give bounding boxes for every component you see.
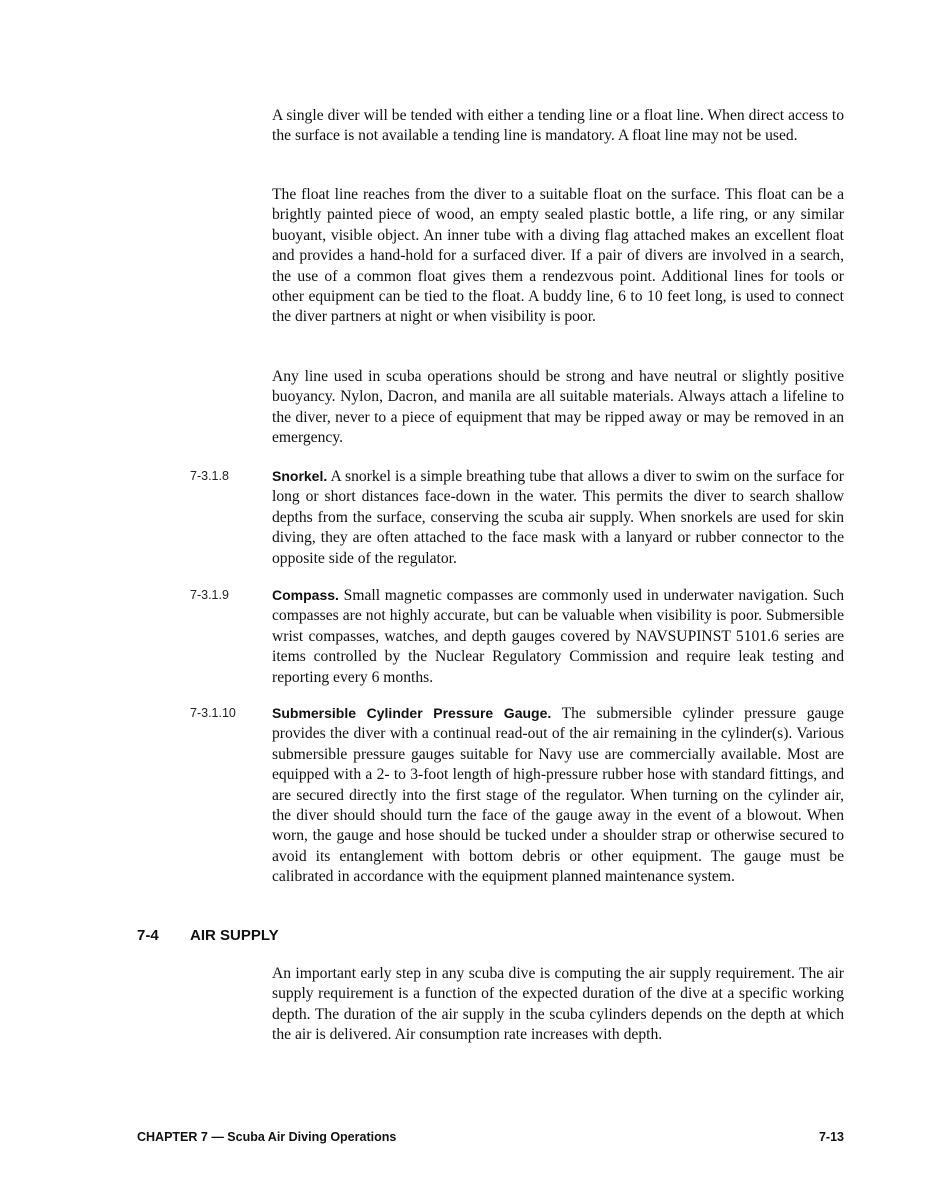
subsection-snorkel [272, 466, 844, 569]
section-title: AIR SUPPLY [190, 927, 279, 944]
subsection-text-compass: Small magnetic compasses are commonly used in underwater navigation. Such compasses are not highly accurate, but can be valuable when visibility is poor. Submersible wrist compasses, watches, and depth gauges covered by NAVSUPINST 5101.6 series are items controlled by the Nuclear Regulatory Commission and require leak testing and reporting every 6 months. [272, 587, 844, 686]
subsection-heading-compass: Compass. [272, 587, 339, 603]
subsection-text-pressure-gauge: The submersible cylinder pressure gauge provides the diver with a continual read-out of the air remaining in the cylinder(s). Various submersible pressure gauges suitable for Navy use are commercially available. Most are equipped with a 2- to 3-foot length of high-pressure rubber hose with standard fittings, and are secured directly into the first stage of the regulator. When turning on the cylinder air, the diver should should turn the face of the gauge away in the event of a blowout. When worn, the gauge and hose should be tucked under a shoulder strap or otherwise secured to avoid its entanglement with bottom debris or other equipment. The gauge must be calibrated in accordance with the equipment planned maintenance system. [272, 705, 844, 886]
subsection-heading-snorkel: Snorkel. [272, 468, 328, 484]
section-number: 7-4 [137, 927, 159, 944]
paragraph-line-materials: Any line used in scuba operations should be strong and have neutral or slightly positive buoyancy. Nylon, Dacron, and manila are all suitable materials. Always attach a lifeline to the diver, never to a piece of equipment that may be ripped away or may be removed in an emergency. [272, 368, 844, 447]
paragraph-tending-line: A single diver will be tended with either a tending line or a float line. When direct access to the surface is not available a tending line is mandatory. A float line may not be used. [272, 107, 844, 145]
subsection-text-snorkel: A snorkel is a simple breathing tube that allows a diver to swim on the surface for long or short distances face-down in the water. This permits the diver to search shallow depths from the surface, conserving the scuba air supply. When snorkels are used for skin diving, they are often attached to the face mask with a lanyard or rubber connector to the opposite side of the regulator. [272, 468, 844, 567]
footer-chapter-title: CHAPTER 7 — Scuba Air Diving Operations [137, 1130, 397, 1144]
subsection-heading-pressure-gauge: Submersible Cylinder Pressure Gauge. [272, 705, 552, 721]
subsection-compass [272, 585, 844, 688]
subsection-number-pressure-gauge: 7-3.1.10 [190, 706, 236, 720]
footer-page-number: 7-13 [818, 1130, 844, 1144]
subsection-number-compass: 7-3.1.9 [190, 588, 229, 602]
paragraph-air-supply: An important early step in any scuba dive is computing the air supply requirement. The air supply requirement is a function of the expected duration of the dive at a specific working depth. The duration of the air supply in the scuba cylinders depends on the depth at which the air is delivered. Air consumption rate increases with depth. [272, 965, 844, 1044]
paragraph-float-line: The float line reaches from the diver to a suitable float on the surface. This float can be a brightly painted piece of wood, an empty sealed plastic bottle, a life ring, or any similar buoyant, visible object. An inner tube with a diving flag attached makes an excellent float and provides a hand-hold for a surfaced diver. If a pair of divers are involved in a search, the use of a common float gives them a rendezvous point. Additional lines for tools or other equipment can be tied to the float. A buddy line, 6 to 10 feet long, is used to connect the diver partners at night or when visibility is poor. [272, 186, 844, 326]
subsection-number-snorkel: 7-3.1.8 [190, 469, 229, 483]
subsection-pressure-gauge [272, 703, 844, 888]
